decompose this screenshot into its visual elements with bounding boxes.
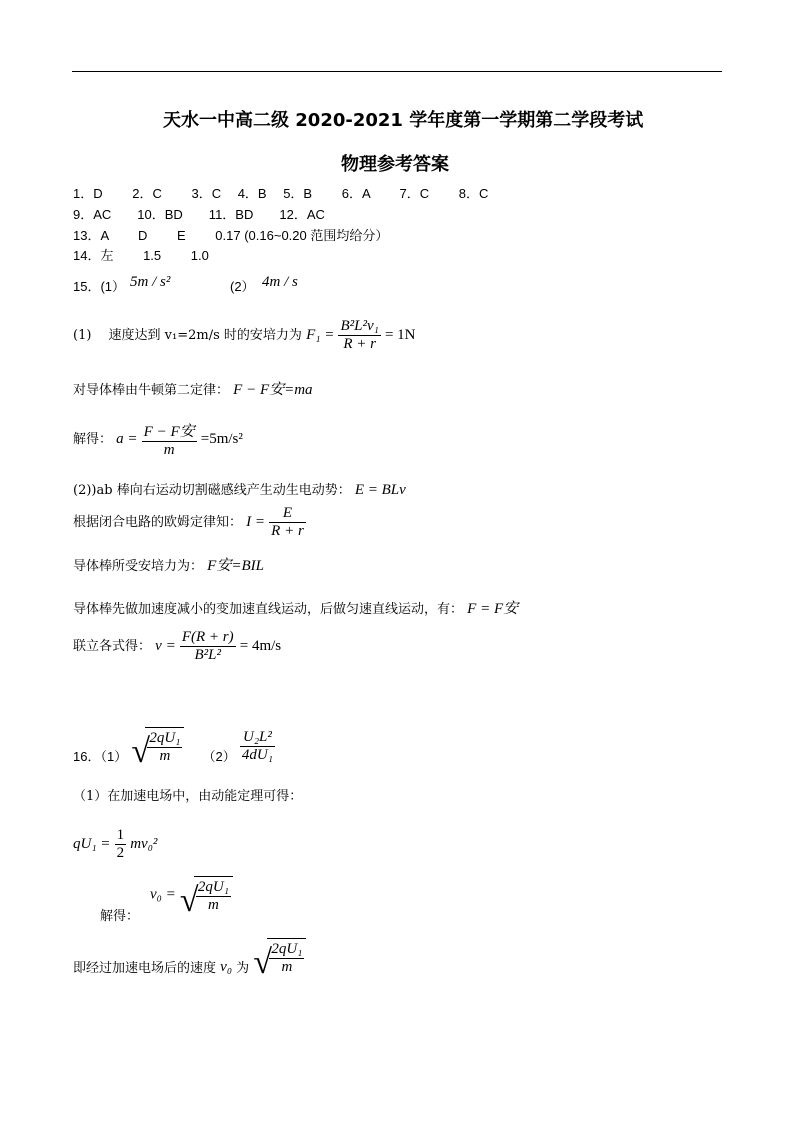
fraction-numerator: 2qU₁ — [197, 879, 229, 895]
q16-answer-2-fraction — [240, 729, 275, 764]
q15-step-3-lhs: a = — [116, 431, 138, 447]
fraction-denominator: 2 — [116, 845, 125, 861]
q15-step-8-rhs: = 4m/s — [239, 638, 282, 654]
q15-step-5 — [73, 505, 306, 540]
q15-step-1-text: (1) 速度达到 v₁=2m/s 时的安培力为 — [73, 328, 302, 343]
sqrt-sign-icon: √ — [253, 944, 272, 981]
q16-eq-1 — [73, 827, 157, 862]
q16-eq-2-lhs: v₀ = — [150, 886, 176, 903]
page-title: 天水一中高二级 2020-2021 学年度第一学期第二学段考试 — [163, 110, 644, 131]
fraction-numerator: B²L²v₁ — [340, 318, 379, 334]
q15-step-3-rhs: =5m/s² — [200, 431, 243, 447]
q16-step-2-text: 解得： — [100, 909, 140, 924]
q16-eq-3-sqrt — [253, 938, 306, 981]
q16-eq-2-sqrt — [179, 876, 233, 919]
fraction-numerator: 2qU₁ — [149, 730, 181, 746]
fraction-numerator: 2qU₁ — [271, 941, 303, 957]
q16-label: 16．（1） — [73, 749, 128, 764]
fraction-denominator: m — [208, 897, 219, 913]
q15-step-3 — [73, 420, 243, 459]
q15-step-3-text: 解得： — [73, 432, 113, 447]
fraction-numerator: F − F安 — [142, 420, 197, 442]
q15-step-8-lhs: v = — [155, 638, 176, 654]
fraction-denominator: m — [159, 748, 171, 764]
answers-row-3: 13．A D E 0.17 (0.16~0.20 范围均给分） — [73, 228, 389, 243]
q15-step-2 — [73, 378, 313, 399]
fraction-numerator: E — [269, 505, 306, 523]
q15-answer-2: 4m / s — [262, 274, 298, 290]
q16-answer-1-sqrt — [131, 727, 184, 770]
answers-row-4: 14．左 1.5 1.0 — [73, 248, 209, 263]
page-subtitle: 物理参考答案 — [341, 154, 449, 175]
q15-step-1 — [73, 318, 416, 353]
q16-eq-3-fraction — [269, 941, 304, 976]
fraction-denominator: B²L² — [194, 647, 221, 663]
q15-step-2-text: 对导体棒由牛顿第二定律： — [73, 383, 230, 398]
q16-eq-2 — [150, 876, 233, 919]
sqrt-sign-icon: √ — [179, 882, 199, 919]
q15-step-6-text: 导体棒所受安培力为： — [73, 559, 204, 574]
q15-step-5-lhs: I = — [246, 514, 266, 530]
fraction-denominator: m — [163, 442, 175, 458]
q16-eq-2-fraction — [196, 879, 231, 914]
q16-eq-1-lhs: qU₁ = — [73, 836, 111, 852]
q15-step-8-fraction — [180, 629, 236, 664]
q15-step-1-lhs: F₁ = — [306, 327, 335, 343]
q16-step-3 — [73, 938, 306, 981]
q16-eq-1-rhs: mv₀² — [130, 836, 158, 852]
fraction-denominator: m — [281, 959, 293, 975]
q15-step-7 — [73, 597, 518, 618]
q15-step-2-eq: F − F安=ma — [233, 382, 313, 398]
fraction-numerator: 1 — [116, 827, 125, 843]
answers-row-2: 9．AC 10．BD 11．BD 12．AC — [73, 207, 325, 222]
q15-label: 15．(1） — [73, 279, 126, 294]
q15-step-1-rhs: = 1N — [384, 327, 416, 343]
q15-step-4-text: (2))ab 棒向右运动切割磁感线产生动生电动势： — [73, 483, 351, 498]
q16-step-1: （1）在加速电场中，由动能定理可得： — [73, 789, 303, 804]
q15-step-5-fraction — [269, 505, 306, 540]
q15-step-7-text: 导体棒先做加速度减小的变加速直线运动，后做匀速直线运动，有： — [73, 602, 464, 617]
q15-answer-1: 5m / s² — [130, 274, 171, 290]
q15-step-4-eq: E = BLv — [354, 482, 406, 498]
fraction-numerator: U₂L² — [240, 729, 275, 747]
q16-step-3-text: 即经过加速电场后的速度 — [73, 961, 217, 976]
q15-mid-label: (2） — [230, 279, 255, 294]
header-rule — [72, 71, 722, 72]
q15-step-7-eq: F = F安 — [467, 601, 519, 617]
q15-step-6-eq: F安=BIL — [207, 558, 264, 574]
q15-step-8-text: 联立各式得： — [73, 639, 152, 654]
q15-step-6 — [73, 554, 264, 575]
fraction-numerator: F(R + r) — [181, 629, 234, 645]
q15-step-3-fraction — [142, 420, 197, 459]
q15-step-4 — [73, 479, 406, 499]
sqrt-sign-icon: √ — [131, 733, 151, 770]
q16-eq-1-fraction — [115, 827, 127, 862]
answers-row-1: 1．D 2．C 3．C 4．B 5．B 6．A 7．C 8．C — [73, 186, 489, 201]
fraction-denominator: 4dU₁ — [241, 746, 273, 763]
q16-mid-label: （2） — [202, 749, 236, 764]
q15-step-8 — [73, 629, 281, 664]
fraction-denominator: R + r — [271, 523, 304, 539]
q16-step-3-var: v₀ — [220, 959, 233, 975]
fraction-denominator: R + r — [343, 336, 376, 352]
q16-answer-1-fraction — [147, 730, 182, 765]
q15-step-1-fraction — [338, 318, 380, 353]
q15-step-5-text: 根据闭合电路的欧姆定律知： — [73, 515, 243, 530]
q16-step-3-text2: 为 — [236, 961, 250, 976]
q16-answer-line — [73, 727, 275, 770]
